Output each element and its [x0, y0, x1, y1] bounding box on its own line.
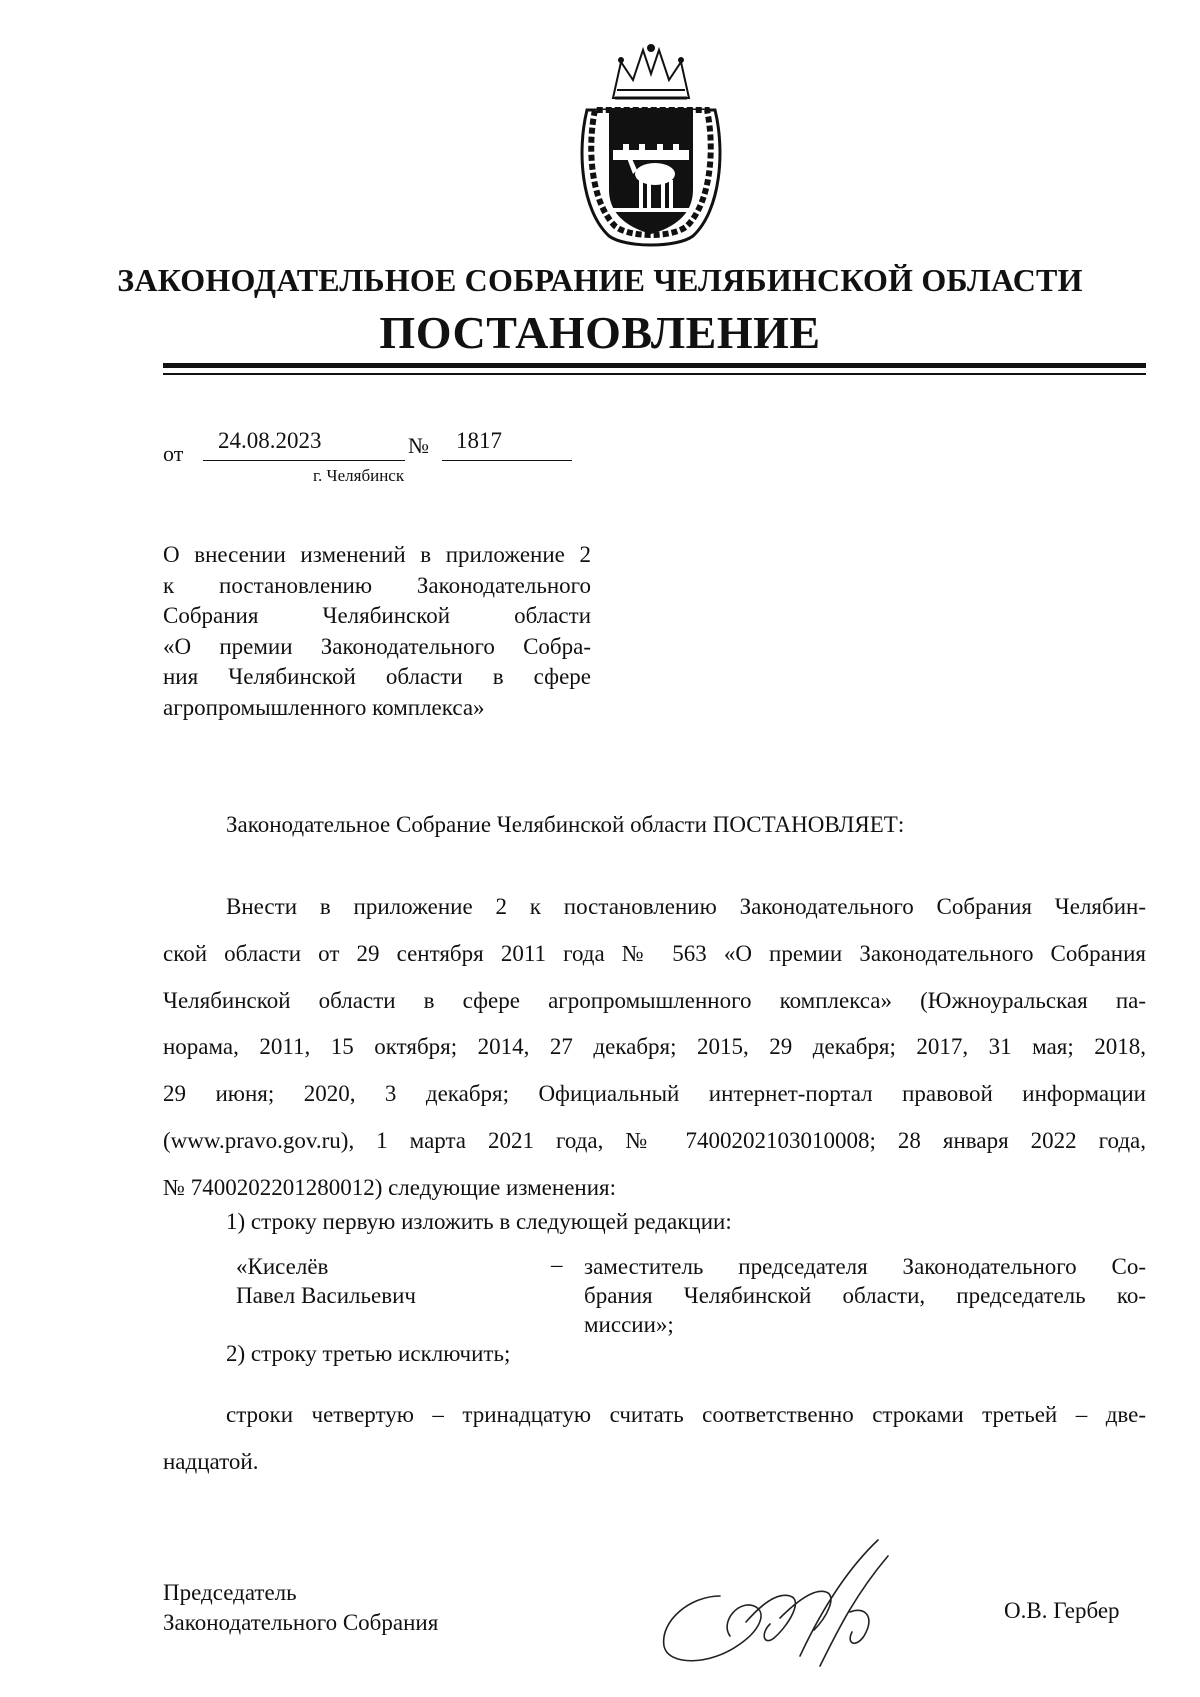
paragraph-line: Внести в приложение 2 к постановлению Законодательного Собрания Челябин- [226, 894, 1146, 919]
subject-line: Собрания Челябинской области [163, 603, 591, 628]
paragraph-line: строки четвертую – тринадцатую считать соответственно строками третьей – две- [226, 1402, 1146, 1427]
document-subject [163, 540, 591, 723]
kiselev-role [584, 1252, 1146, 1339]
date-prefix-label: от [163, 441, 184, 466]
paragraph-line: (www.pravo.gov.ru), 1 марта 2021 года, № 7400202103010008; 28 января 2022 года, [163, 1127, 1146, 1153]
chair-line: Председатель [163, 1580, 297, 1605]
signer-name: О.В. Гербер [1004, 1598, 1120, 1623]
item-1: 1) строку первую изложить в следующей редакции: [226, 1209, 732, 1234]
document-number: 1817 [456, 428, 502, 453]
subject-line: к постановлению Законодательного [163, 572, 591, 598]
paragraph-line: 29 июня; 2020, 3 декабря; Официальный интернет-портал правовой информации [163, 1081, 1146, 1107]
subject-line: О внесении изменений в приложение 2 [163, 542, 591, 567]
role-line: брания Челябинской области, председатель ко- [584, 1283, 1146, 1308]
paragraph-line: ской области от 29 сентября 2011 года № 563 «О премии Законодательного Собрания [163, 940, 1146, 966]
handwritten-signature [650, 1526, 910, 1676]
date-underline [203, 460, 405, 461]
document-date: 24.08.2023 [218, 428, 322, 453]
number-sign-label: № [408, 433, 429, 458]
subject-line: ния Челябинской области в сфере [163, 664, 591, 689]
document-city: г. Челябинск [313, 466, 405, 485]
header-rule-thin [163, 373, 1146, 375]
paragraph-line: № 7400202201280012) следующие изменения: [163, 1174, 616, 1200]
amendment-paragraph [163, 884, 1146, 1212]
coat-of-arms-emblem [573, 40, 729, 252]
name-line: Павел Васильевич [236, 1283, 416, 1308]
subject-line: «О премии Законодательного Собра- [163, 633, 591, 659]
role-line: заместитель председателя Законодательного Со- [584, 1254, 1146, 1279]
name-line: «Киселёв [236, 1254, 329, 1279]
dash-separator: – [551, 1252, 563, 1277]
renumber-paragraph [163, 1392, 1146, 1486]
chair-line: Законодательного Собрания [163, 1610, 439, 1635]
subject-line: агропромышленного комплекса» [163, 694, 485, 720]
kiselev-name [236, 1252, 416, 1310]
paragraph-line: надцатой. [163, 1448, 259, 1474]
number-underline [442, 460, 572, 461]
document-type-title: ПОСТАНОВЛЕНИЕ [379, 307, 821, 358]
decree-intro: Законодательное Собрание Челябинской области ПОСТАНОВЛЯЕТ: [226, 812, 905, 837]
header-rule-thick [163, 363, 1146, 368]
paragraph-line: Челябинской области в сфере агропромышленного комплекса» (Южноуральская па- [163, 987, 1146, 1013]
role-line: миссии»; [584, 1312, 674, 1337]
paragraph-line: норама, 2011, 15 октября; 2014, 27 декабря; 2015, 29 декабря; 2017, 31 мая; 2018, [163, 1034, 1146, 1060]
organization-title: ЗАКОНОДАТЕЛЬНОЕ СОБРАНИЕ ЧЕЛЯБИНСКОЙ ОБЛАСТИ [117, 262, 1083, 298]
chairman-title [163, 1578, 438, 1638]
item-2: 2) строку третью исключить; [226, 1341, 511, 1366]
